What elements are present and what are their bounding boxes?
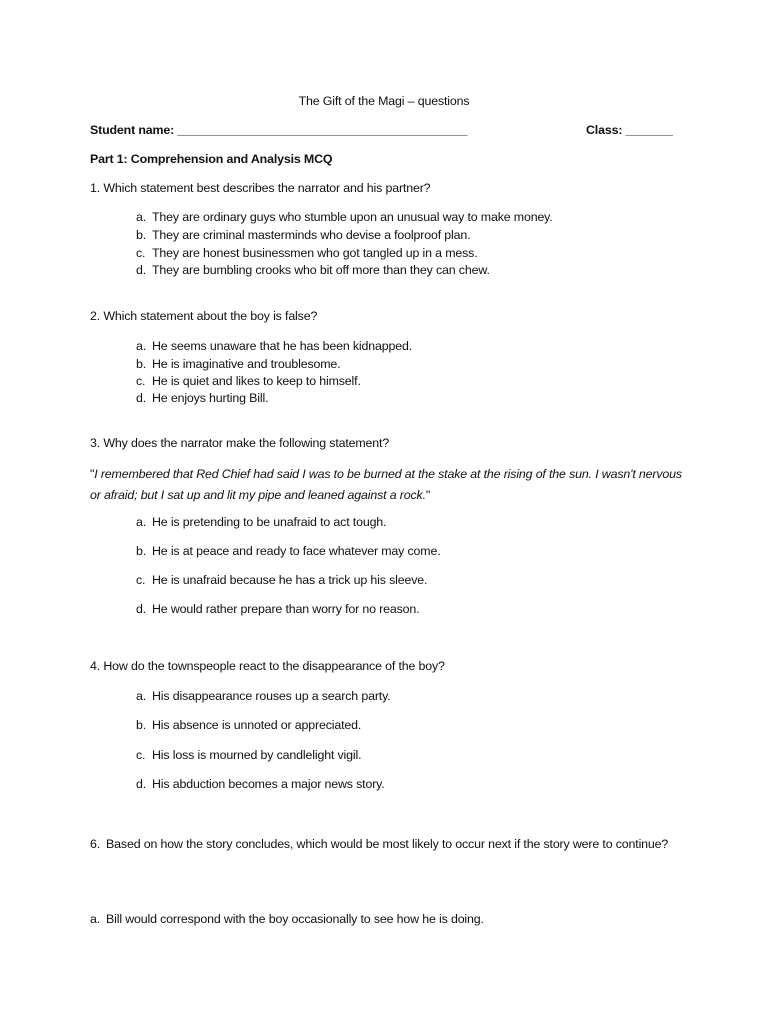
question-1: 1. Which statement best describes the narrator and his partner? bbox=[90, 181, 431, 195]
question-3: 3. Why does the narrator make the following statement? bbox=[90, 436, 390, 450]
question-4-option-d: d. His abduction becomes a major news story. bbox=[136, 777, 385, 791]
part-heading: Part 1: Comprehension and Analysis MCQ bbox=[90, 152, 333, 166]
question-4-option-b: b. His absence is unnoted or appreciated. bbox=[136, 718, 362, 732]
student-name-field: Student name: ___________________________________________ bbox=[90, 123, 468, 137]
question-2-option-d: d. He enjoys hurting Bill. bbox=[136, 391, 269, 405]
page-title: The Gift of the Magi – questions bbox=[298, 94, 470, 108]
question-2: 2. Which statement about the boy is false? bbox=[90, 309, 318, 323]
question-2-option-a: a. He seems unaware that he has been kidnapped. bbox=[136, 339, 412, 353]
question-4: 4. How do the townspeople react to the disappearance of the boy? bbox=[90, 659, 445, 673]
question-1-option-a: a. They are ordinary guys who stumble upon an unusual way to make money. bbox=[136, 210, 553, 224]
question-3-option-d: d. He would rather prepare than worry for no reason. bbox=[136, 602, 420, 616]
question-3-option-b: b. He is at peace and ready to face whatever may come. bbox=[136, 544, 441, 558]
question-6: 6. Based on how the story concludes, which would be most likely to occur next if the story were to continue? bbox=[90, 837, 669, 851]
question-3-option-a: a. He is pretending to be unafraid to act tough. bbox=[136, 515, 387, 529]
question-1-option-d: d. They are bumbling crooks who bit off more than they can chew. bbox=[136, 263, 490, 277]
question-2-option-c: c. He is quiet and likes to keep to himself. bbox=[136, 374, 361, 388]
question-4-option-a: a. His disappearance rouses up a search party. bbox=[136, 689, 391, 703]
class-field: Class: _______ bbox=[586, 123, 673, 137]
question-3-quote: "I remembered that Red Chief had said I was to be burned at the stake at the rising of the sun. I wasn't nervous or afraid; but I sat up and lit my pipe and leaned against a rock." bbox=[90, 467, 682, 502]
question-2-option-b: b. He is imaginative and troublesome. bbox=[136, 357, 341, 371]
question-1-option-c: c. They are honest businessmen who got tangled up in a mess. bbox=[136, 246, 478, 260]
question-3-option-c: c. He is unafraid because he has a trick up his sleeve. bbox=[136, 573, 428, 587]
question-1-option-b: b. They are criminal masterminds who devise a foolproof plan. bbox=[136, 228, 471, 242]
question-4-option-c: c. His loss is mourned by candlelight vigil. bbox=[136, 748, 362, 762]
question-6-option-a: a. Bill would correspond with the boy occasionally to see how he is doing. bbox=[90, 912, 484, 926]
